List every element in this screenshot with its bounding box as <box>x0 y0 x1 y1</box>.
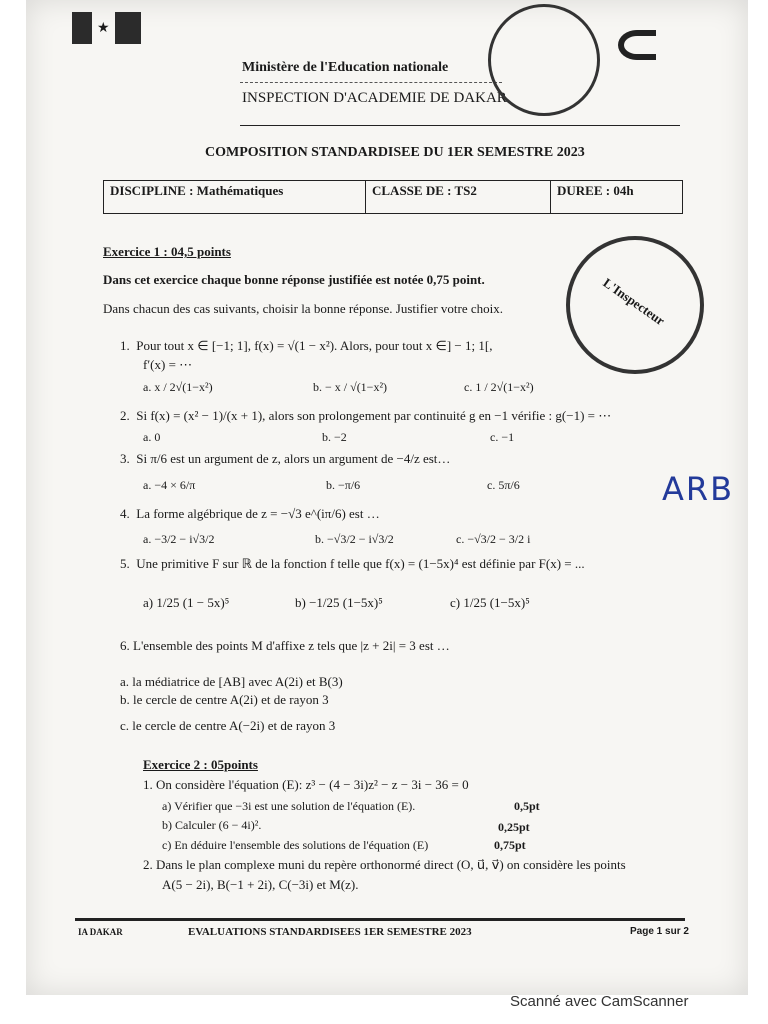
points: 0,5pt <box>514 799 540 813</box>
exercise-1-title: Exercice 1 : 04,5 points <box>103 244 231 259</box>
option: c) 1/25 (1−5x)⁵ <box>450 595 530 610</box>
option: c. 5π/6 <box>487 478 520 492</box>
option: b. le cercle de centre A(2i) et de rayon 3 <box>120 692 329 707</box>
exercise-2-q2: 2. Dans le plan complexe muni du repère orthonormé direct (O, u⃗, v⃗) on considère les points <box>143 857 626 872</box>
ministry: Ministère de l'Education nationale <box>242 60 449 75</box>
question-6: 6. L'ensemble des points M d'affixe z tels que |z + 2i| = 3 est … <box>120 638 450 653</box>
option: a. 0 <box>143 430 161 444</box>
exercise-2-q1b: b) Calculer (6 − 4i)². <box>162 818 262 832</box>
instructions: Dans chacun des cas suivants, choisir la bonne réponse. Justifier votre choix. <box>103 301 504 316</box>
question-4: 4. La forme algébrique de z = −√3 e^(iπ/6) est … <box>120 506 380 521</box>
option: c. 1 / 2√(1−x²) <box>464 380 534 394</box>
option: a. la médiatrice de [AB] avec A(2i) et B(3) <box>120 674 343 689</box>
exam-title: COMPOSITION STANDARDISEE DU 1ER SEMESTRE 2023 <box>205 145 585 160</box>
option: c. le cercle de centre A(−2i) et de rayon 3 <box>120 718 336 733</box>
question-5: 5. Une primitive F sur ℝ de la fonction f telle que f(x) = (1−5x)⁴ est définie par F(x) = ... <box>120 556 585 571</box>
option: c. −1 <box>490 430 515 444</box>
footer-divider <box>75 918 685 921</box>
flag-emblem <box>115 12 141 44</box>
option: a. −3/2 − i√3/2 <box>143 532 215 546</box>
exercise-2-q1c: c) En déduire l'ensemble des solutions de l'équation (E) <box>162 838 429 852</box>
star-icon: ★ <box>97 21 110 36</box>
exercise-2-q1: 1. On considère l'équation (E): z³ − (4 − 3i)z² − z − 3i − 36 = 0 <box>143 777 469 792</box>
divider <box>240 82 502 83</box>
discipline: DISCIPLINE : Mathématiques <box>104 181 366 214</box>
inspector-stamp-text: L'Inspecteur <box>600 274 668 329</box>
exercise-2-q2-points: A(5 − 2i), B(−1 + 2i), C(−3i) et M(z). <box>162 877 359 892</box>
info-table <box>103 180 683 214</box>
exercise-2-title: Exercice 2 : 05points <box>143 757 258 772</box>
camscanner-watermark: Scanné avec CamScanner <box>510 993 689 1010</box>
points: 0,25pt <box>498 820 530 834</box>
option: b. − x / √(1−x²) <box>313 380 388 394</box>
option: b. −2 <box>322 430 347 444</box>
option: b) −1/25 (1−5x)⁵ <box>295 595 383 610</box>
duree: DUREE : 04h <box>551 181 683 214</box>
option: b. −π/6 <box>326 478 361 492</box>
question-2: 2. Si f(x) = (x² − 1)/(x + 1), alors son prolongement par continuité g en −1 vérifie : g(−1) = ⋯ <box>120 408 612 423</box>
logo <box>618 30 656 60</box>
option: a. x / 2√(1−x²) <box>143 380 213 394</box>
question-1-cont: f′(x) = ⋯ <box>143 357 193 372</box>
handwritten-initials: ARB <box>662 470 735 508</box>
footer-center: EVALUATIONS STANDARDISEES 1ER SEMESTRE 2023 <box>188 926 472 938</box>
instructions: Dans cet exercice chaque bonne réponse justifiée est notée 0,75 point. <box>103 272 485 287</box>
option: a) 1/25 (1 − 5x)⁵ <box>143 595 230 610</box>
question-1: 1. Pour tout x ∈ [−1; 1], f(x) = √(1 − x²). Alors, pour tout x ∈] − 1; 1[, <box>120 338 493 353</box>
official-stamp <box>488 4 600 116</box>
exercise-2-q1a: a) Vérifier que −3i est une solution de l'équation (E). <box>162 799 416 813</box>
option: b. −√3/2 − i√3/2 <box>315 532 394 546</box>
flag-emblem <box>72 12 92 44</box>
classe: CLASSE DE : TS2 <box>366 181 551 214</box>
points: 0,75pt <box>494 838 526 852</box>
inspection: INSPECTION D'ACADEMIE DE DAKAR <box>242 90 507 106</box>
page-number: Page 1 sur 2 <box>630 926 689 937</box>
divider <box>240 125 680 126</box>
option: c. −√3/2 − 3/2 i <box>456 532 531 546</box>
option: a. −4 × 6/π <box>143 478 196 492</box>
footer-left: IA DAKAR <box>78 927 123 937</box>
question-3: 3. Si π/6 est un argument de z, alors un argument de −4/z est… <box>120 451 451 466</box>
